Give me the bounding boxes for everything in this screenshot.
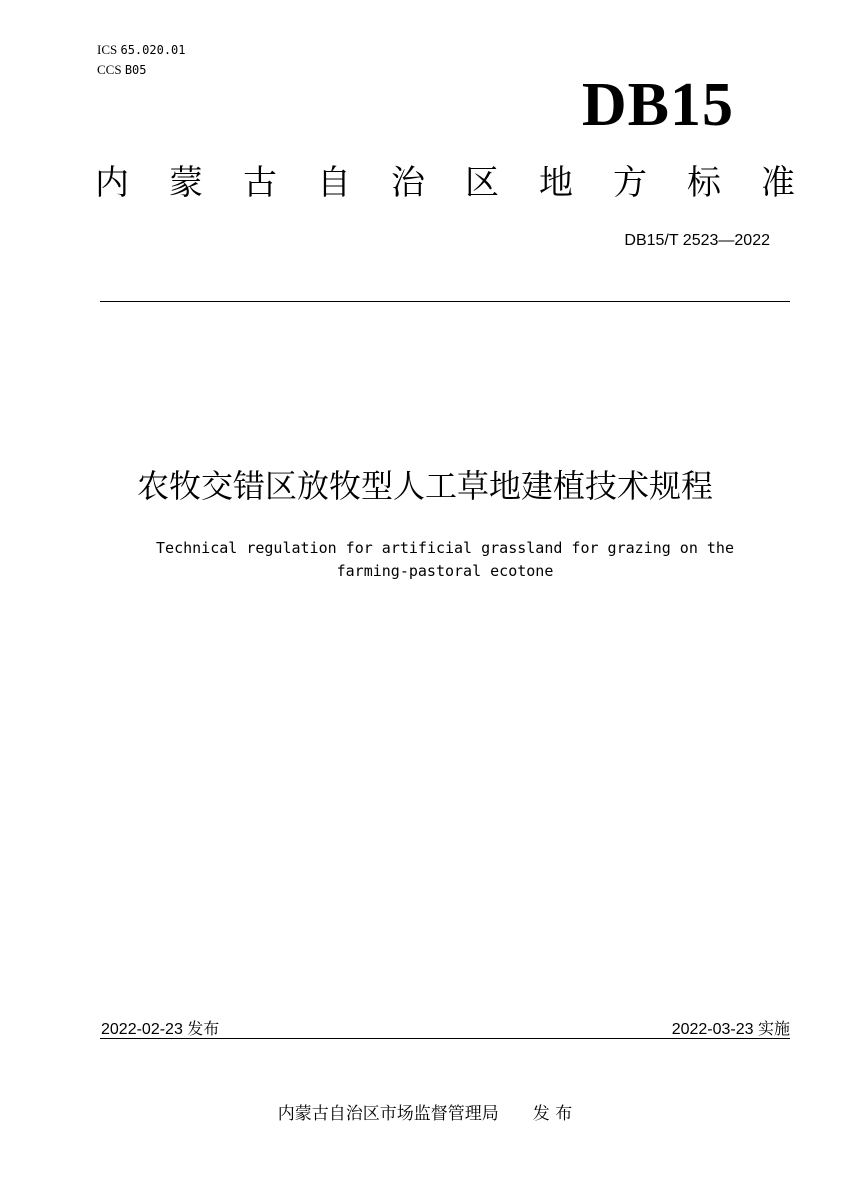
document-title-cn: 农牧交错区放牧型人工草地建植技术规程	[136, 467, 713, 505]
publish-date: 2022-02-23 发布	[101, 1021, 220, 1038]
standard-type-char: 自	[317, 163, 351, 203]
standard-type-char: 蒙	[169, 163, 203, 203]
bottom-divider	[100, 1038, 790, 1039]
ccs-code	[97, 60, 186, 80]
top-divider	[100, 301, 790, 302]
ics-value: 65.020.01	[120, 43, 186, 57]
ccs-label: CCS	[97, 62, 122, 77]
issuer-action: 发 布	[532, 1104, 573, 1124]
standard-type-char: 区	[465, 163, 499, 203]
standard-number: DB15/T 2523—2022	[624, 232, 770, 249]
classification-codes	[97, 40, 186, 80]
ics-code	[97, 40, 186, 60]
standard-type-title	[95, 163, 795, 203]
issuer-name: 内蒙古自治区市场监督管理局	[277, 1104, 499, 1124]
implement-date: 2022-03-23 实施	[671, 1021, 790, 1038]
document-title-en: Technical regulation for artificial grassland for grazing on the farming-pastoral ecotone	[156, 539, 734, 580]
ics-label: ICS	[97, 42, 118, 57]
standard-type-char: 方	[613, 163, 647, 203]
standard-type-char: 地	[539, 163, 573, 203]
standard-type-char: 准	[761, 163, 795, 203]
standard-type-char: 治	[391, 163, 425, 203]
standard-type-char: 内	[95, 163, 129, 203]
issuer-line	[0, 1099, 850, 1124]
standard-type-char: 标	[687, 163, 721, 203]
ccs-value: B05	[124, 63, 147, 77]
standard-type-char: 古	[243, 163, 277, 203]
db15-logo: DB15	[581, 71, 734, 139]
